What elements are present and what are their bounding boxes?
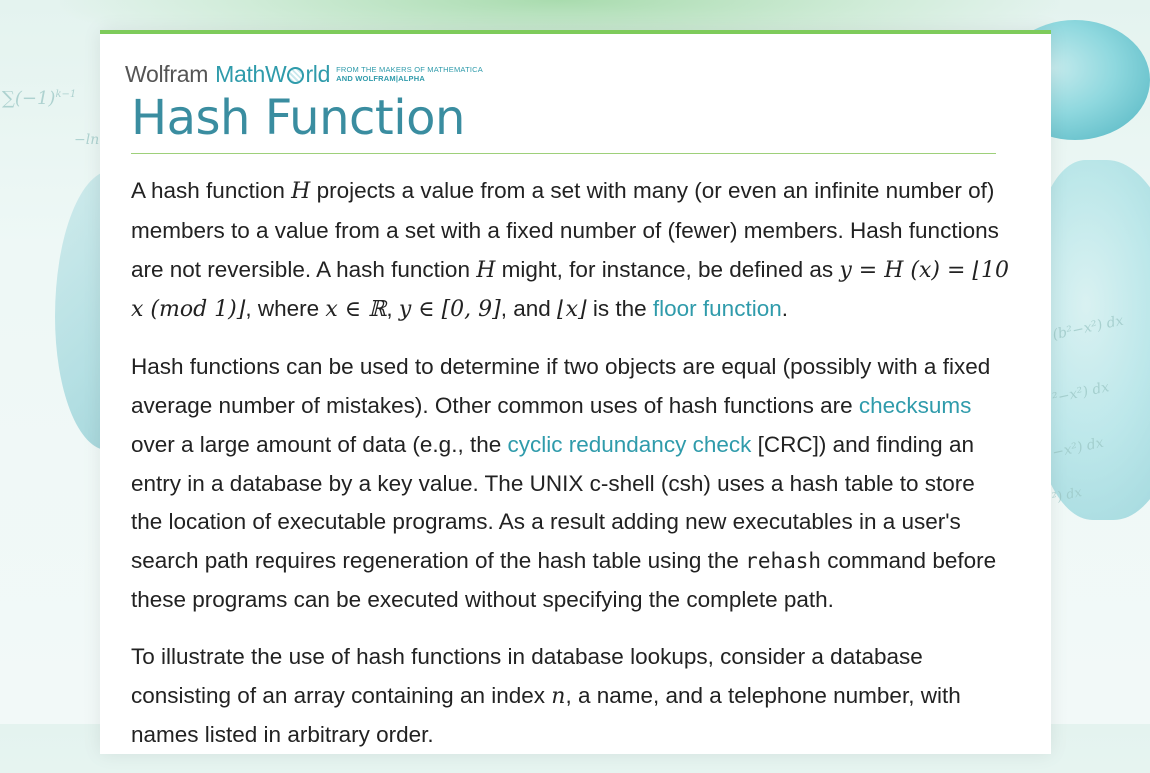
logo-tagline-line2: AND WOLFRAM|ALPHA <box>336 74 425 83</box>
text: projects a value from a set with many (or even an infinite number of) members to a value from a set with a fixed number of (fewer) members. Hash functions are not reversible. A hash function <box>131 178 999 282</box>
background-sum-formula: $\sum(-1)^{k-1}$ <box>2 88 77 109</box>
paragraph-illustration <box>131 638 1011 755</box>
text: is the <box>586 296 653 322</box>
link-floor-function[interactable]: floor function <box>652 296 782 322</box>
mathworld-logo[interactable] <box>125 61 483 87</box>
background-integral-4: ²) dx <box>1050 485 1084 506</box>
text: , <box>386 296 399 322</box>
background-integral-3: −x²) dx <box>1050 434 1106 462</box>
text: A hash function <box>131 178 292 203</box>
article-body <box>131 172 1011 773</box>
link-cyclic-redundancy-check[interactable]: cyclic redundancy check <box>507 431 752 457</box>
math-H: H <box>291 179 311 204</box>
text: , and <box>500 296 558 322</box>
text: [CRC]) and finding an entry in a database by a key value. The UNIX c-shell (csh) uses a hash table to store the location of executable programs. As a result adding new executables in a user's search path requires regeneration of the hash table using the <box>131 431 975 574</box>
title-divider <box>131 153 996 154</box>
math-y-range: y ∈ [0, 9] <box>398 297 501 323</box>
math-x-in-reals: x ∈ ℝ <box>325 297 387 323</box>
text: over a large amount of data (e.g., the <box>131 431 508 457</box>
logo-mathworld-text: MathW rld <box>215 60 331 87</box>
background-math-fragment: −ln <box>74 132 100 148</box>
background-integral-1: (b²−x²) dx <box>1051 312 1125 344</box>
background-integral-2: ²−x²) dx <box>1050 379 1111 407</box>
text: command before these programs can be executed without specifying the complete path. <box>131 548 997 612</box>
globe-icon <box>287 67 304 84</box>
logo-wolfram-text: Wolfram <box>125 60 209 87</box>
paragraph-definition <box>131 172 1011 330</box>
text: might, for instance, be defined as <box>495 256 840 282</box>
code-rehash: rehash <box>745 549 822 574</box>
math-hash-formula: y = H (x) = ⌊10 x (mod 1)⌋ <box>131 257 1009 323</box>
text: , a name, and a telephone number, with names listed in arbitrary order. <box>131 682 961 748</box>
page-title: Hash Function <box>131 90 465 146</box>
math-n: n <box>551 683 566 709</box>
text: . <box>781 296 788 322</box>
logo-tagline <box>336 65 483 83</box>
math-H: H <box>476 257 496 283</box>
text: To illustrate the use of hash functions in database lookups, consider a database consisting of an array containing an index <box>131 643 923 708</box>
article-card <box>100 30 1051 754</box>
link-checksums[interactable]: checksums <box>858 392 972 418</box>
logo-tagline-line1: FROM THE MAKERS OF MATHEMATICA <box>336 65 483 74</box>
text: , where <box>245 296 326 322</box>
text: Hash functions can be used to determine if two objects are equal (possibly with a fixed average number of mistakes). Other common uses of hash functions are <box>131 354 991 418</box>
math-floor-x: ⌊x⌋ <box>557 297 587 323</box>
paragraph-uses <box>131 348 1011 620</box>
